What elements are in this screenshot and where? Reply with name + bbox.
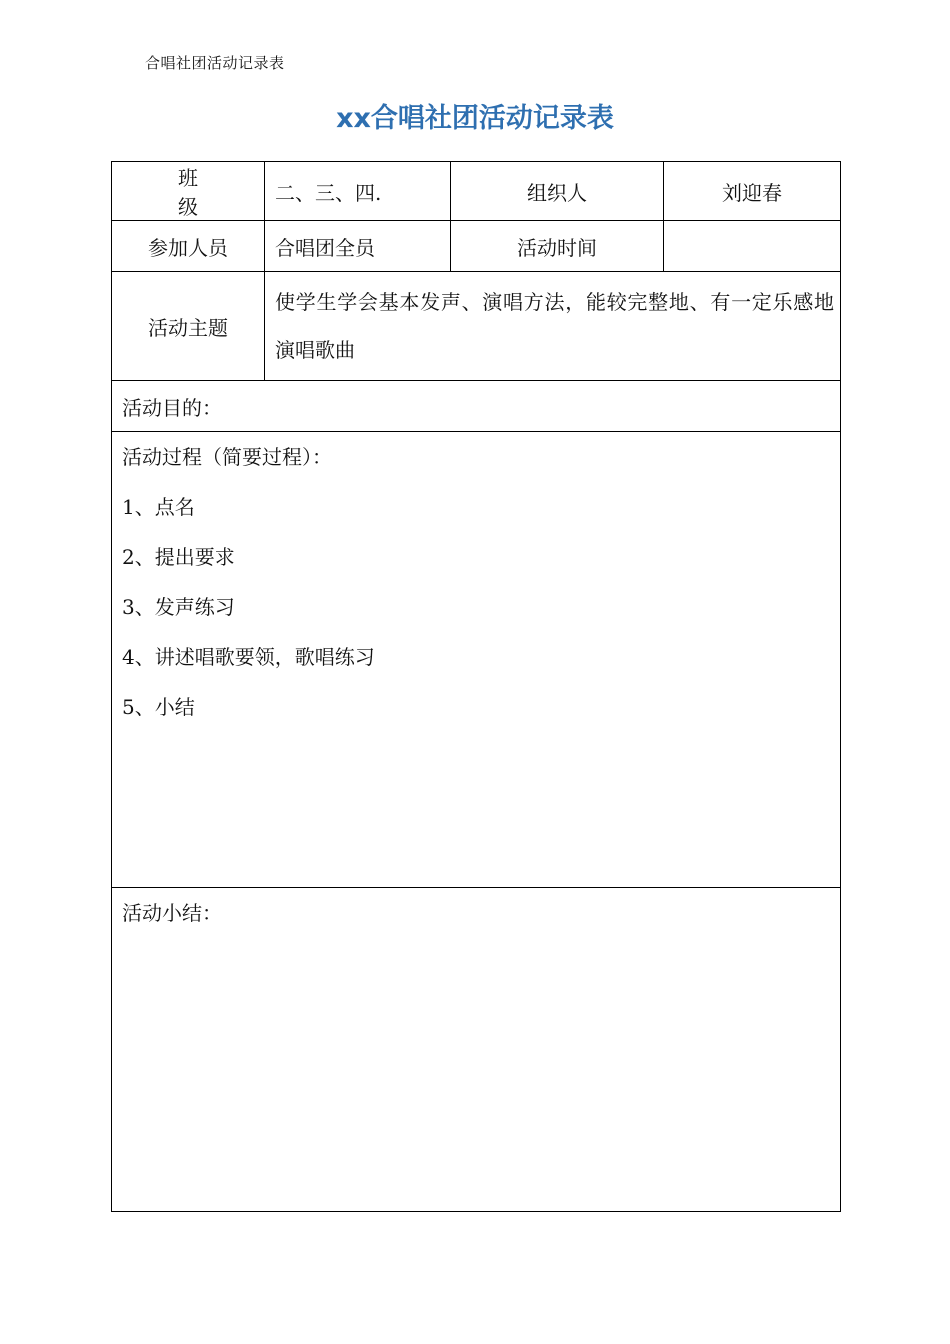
- organizer-label: 组织人: [451, 162, 664, 221]
- process-step: 5、小结: [122, 695, 195, 719]
- process-step: 1、点名: [122, 495, 195, 519]
- participants-value: 合唱团全员: [265, 221, 451, 272]
- process-step: 4、讲述唱歌要领，歌唱练习: [122, 645, 375, 669]
- table-row: [112, 272, 841, 381]
- table-row: [112, 432, 841, 888]
- document-title: xx合唱社团活动记录表: [336, 103, 614, 134]
- theme-value: 使学生学会基本发声、演唱方法，能较完整地、有一定乐感地演唱歌曲: [265, 272, 841, 381]
- process-label: 活动过程（简要过程）：: [122, 445, 332, 469]
- table-row: [112, 381, 841, 432]
- class-label: 班 级: [112, 162, 265, 221]
- theme-label: 活动主题: [112, 272, 265, 381]
- summary-label: 活动小结：: [122, 901, 222, 925]
- process-section: [112, 432, 841, 888]
- table-row: [112, 888, 841, 1212]
- process-step: 3、发声练习: [122, 595, 235, 619]
- participants-label: 参加人员: [112, 221, 265, 272]
- time-value: [664, 221, 841, 272]
- summary-section: [112, 888, 841, 1212]
- table-row: [112, 162, 841, 221]
- running-header: 合唱社团活动记录表: [145, 54, 285, 72]
- activity-record-table: [111, 161, 841, 1212]
- organizer-value: 刘迎春: [664, 162, 841, 221]
- purpose-label: 活动目的：: [112, 381, 841, 432]
- time-label: 活动时间: [451, 221, 664, 272]
- process-step: 2、提出要求: [122, 545, 235, 569]
- class-value: 二、三、四.: [265, 162, 451, 221]
- table-row: [112, 221, 841, 272]
